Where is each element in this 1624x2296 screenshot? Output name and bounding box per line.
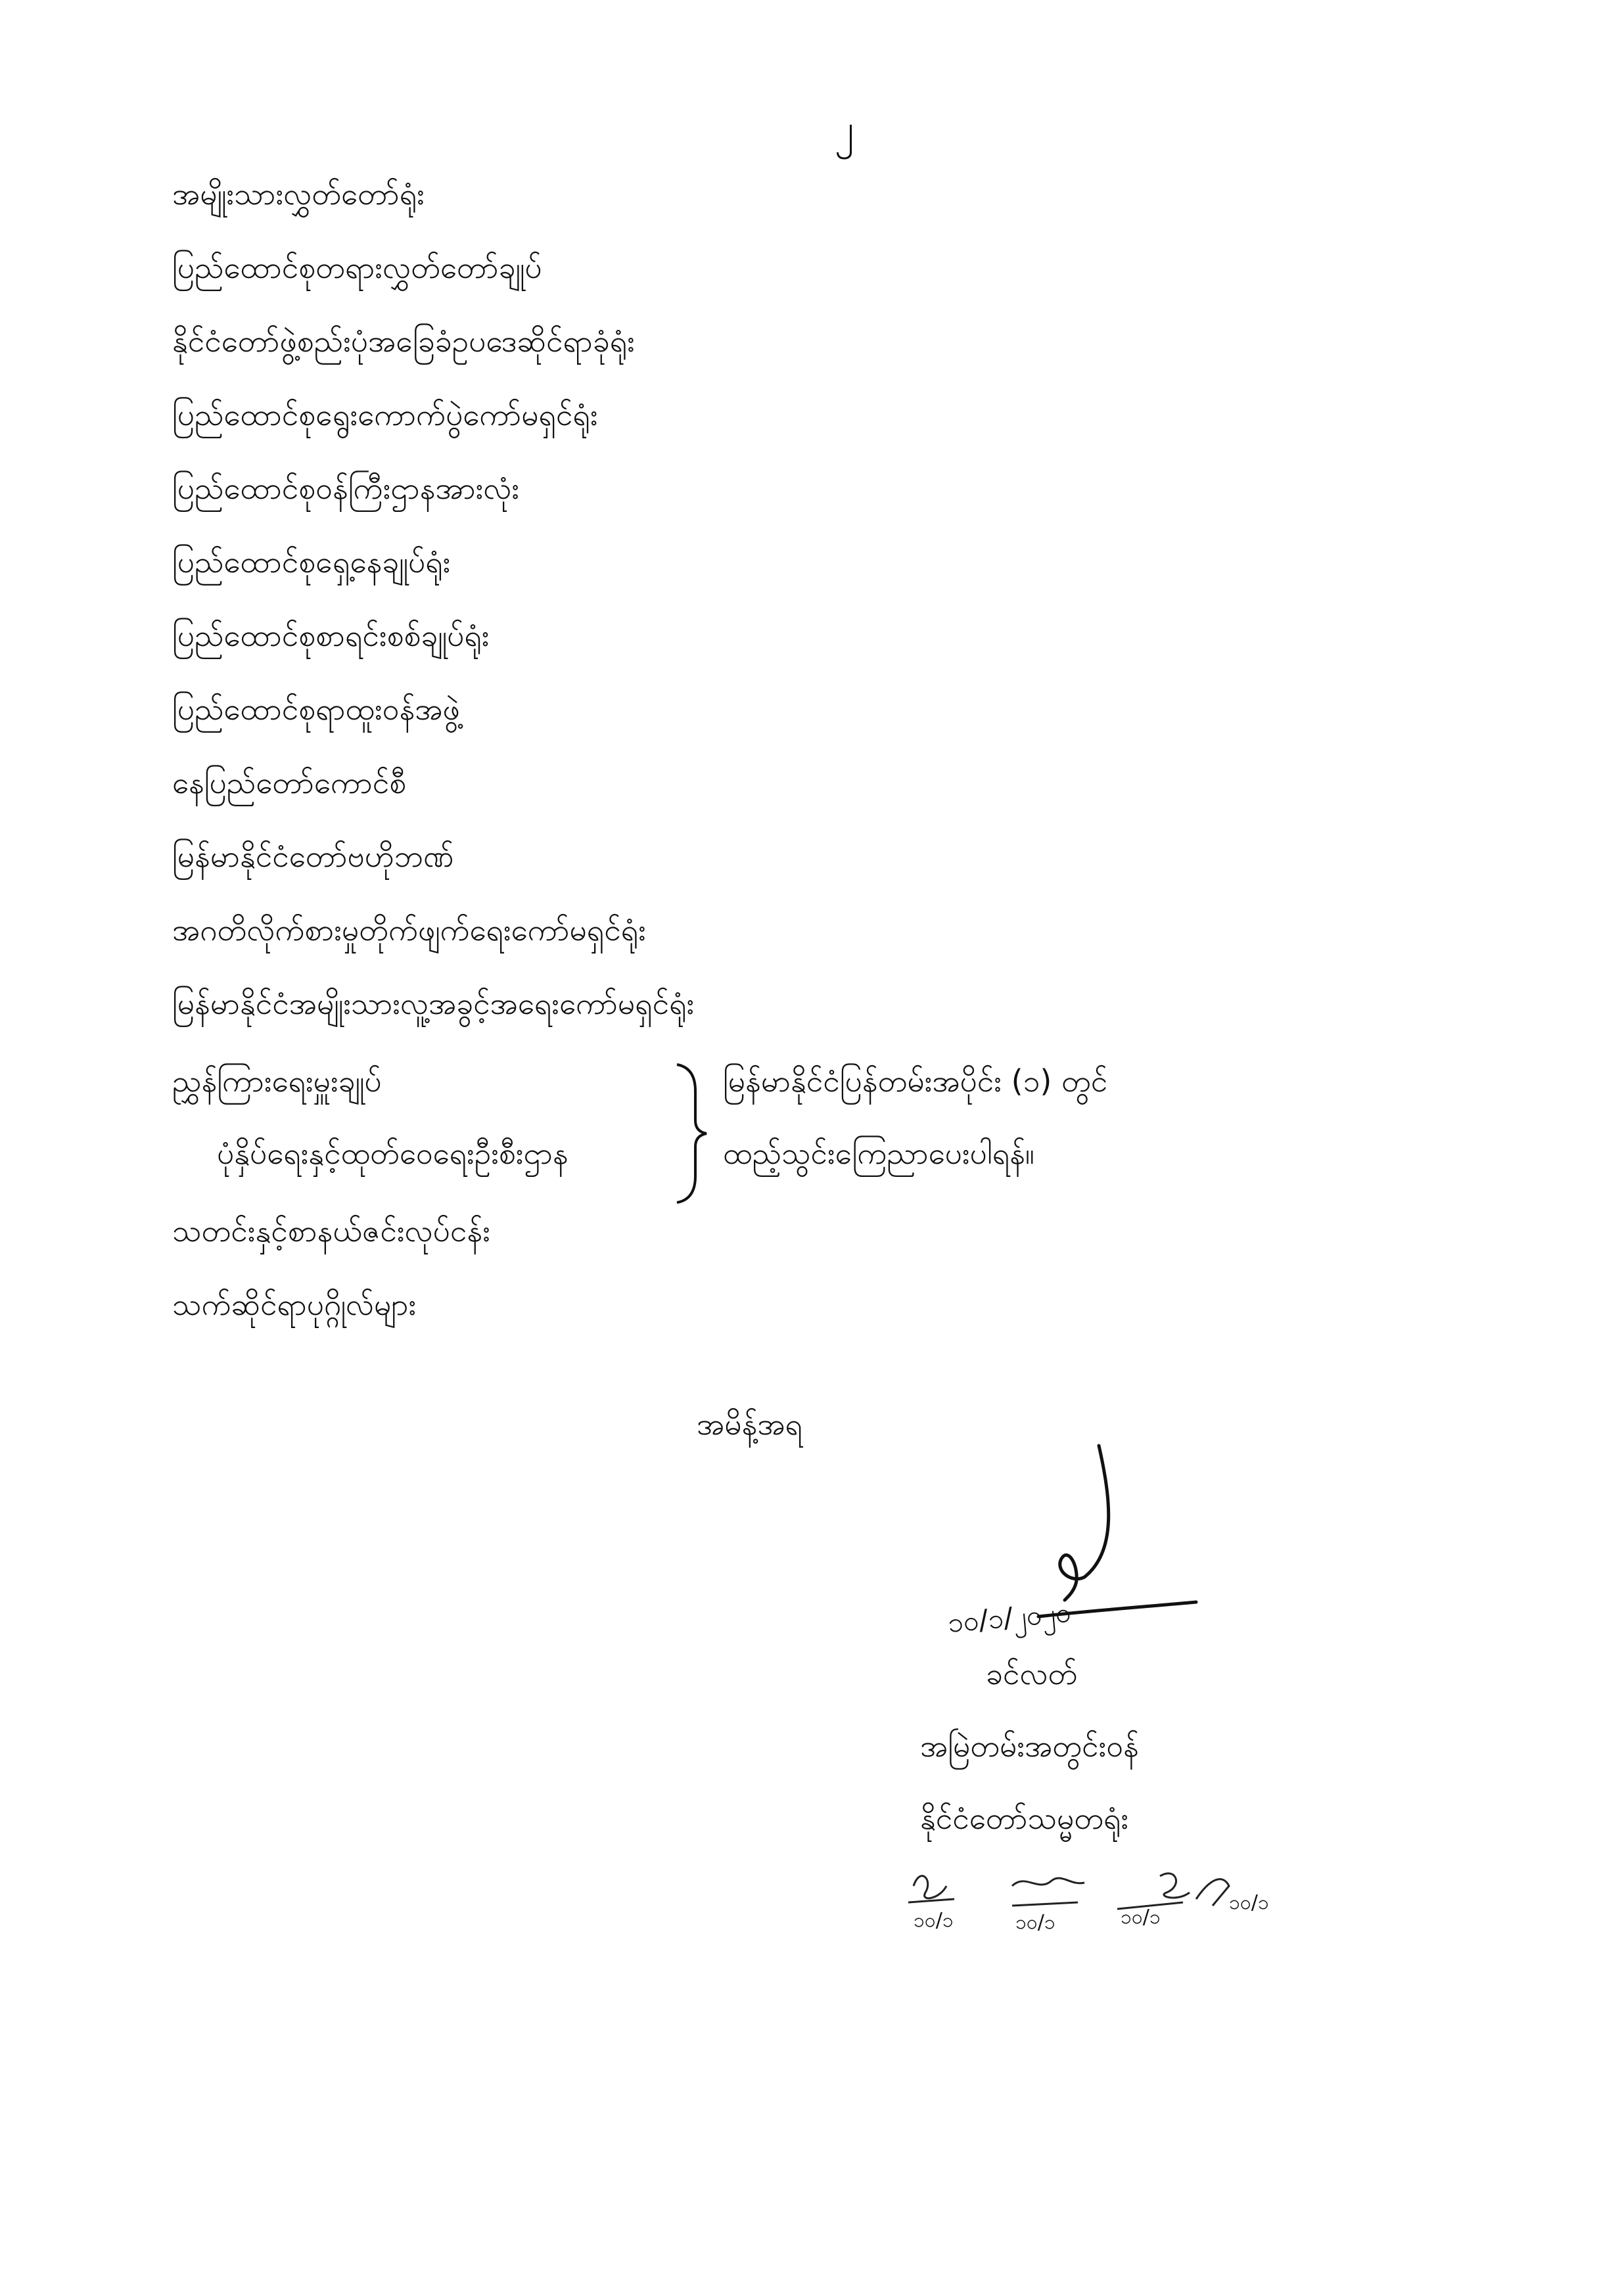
recipient-line: ပြည်ထောင်စုစာရင်းစစ်ချုပ်ရုံး (172, 618, 490, 653)
recipient-line: ပြည်ထောင်စုတရားလွှတ်တော်ချုပ် (172, 250, 542, 285)
page-number: ၂ (835, 106, 854, 152)
grouped-recipient-director: ညွှန်ကြားရေးမှူးချုပ် (172, 1063, 382, 1099)
recipient-line: ပြည်ထောင်စုဝန်ကြီးဌာနအားလုံး (172, 471, 520, 506)
initial-date: ၁၀/၁ (914, 1909, 954, 1932)
recipient-line: အမျိုးသားလွှတ်တော်ရုံး (172, 176, 425, 212)
recipient-line: အဂတိလိုက်စားမှုတိုက်ဖျက်ရေးကော်မရှင်ရုံး (172, 912, 646, 948)
recipient-line: သတင်းနှင့်စာနယ်ဇင်းလုပ်ငန်း (172, 1213, 490, 1249)
recipient-line: ပြည်ထောင်စုရှေ့နေချုပ်ရုံး (172, 544, 451, 580)
initial-date: ၁၀/၁ (1229, 1891, 1269, 1914)
signer-title: အမြဲတမ်းအတွင်းဝန် (920, 1728, 1139, 1764)
grouped-recipient-department: ပုံနှိပ်ရေးနှင့်ထုတ်ဝေရေးဦးစီးဌာန (217, 1136, 568, 1171)
initial-date: ၁၀/၁ (1015, 1911, 1056, 1934)
recipient-line: မြန်မာနိုင်ငံတော်ဗဟိုဘဏ် (172, 838, 454, 874)
recipient-line: ပြည်ထောင်စုရွေးကောက်ပွဲကော်မရှင်ရုံး (172, 397, 598, 432)
signature-date: ၁၀/၁/၂၀၂၀ (946, 1596, 1073, 1639)
gazette-instruction-line2: ထည့်သွင်းကြေညာပေးပါရန်။ (723, 1136, 1034, 1171)
recipient-line: နိုင်ငံတော်ဖွဲ့စည်းပုံအခြေခံဥပဒေဆိုင်ရာခုံရုံး (172, 323, 635, 359)
recipient-line: ပြည်ထောင်စုရာထူးဝန်အဖွဲ့ (172, 691, 460, 727)
gazette-instruction-line1: မြန်မာနိုင်ငံပြန်တမ်းအပိုင်း (၁) တွင် (723, 1063, 1108, 1099)
recipient-line: နေပြည်တော်ကောင်စီ (172, 765, 407, 800)
signer-office: နိုင်ငံတော်သမ္မတရုံး (920, 1801, 1129, 1836)
signer-name: ခင်လတ် (986, 1656, 1078, 1691)
recipient-line: သက်ဆိုင်ရာပုဂ္ဂိုလ်များ (172, 1287, 417, 1322)
recipient-line: မြန်မာနိုင်ငံအမျိုးသားလူ့အခွင့်အရေးကော်မရှင်ရုံး (172, 986, 695, 1021)
by-order-text: အမိန့်အရ (697, 1406, 802, 1442)
initial-date: ၁၀/၁ (1121, 1906, 1161, 1929)
